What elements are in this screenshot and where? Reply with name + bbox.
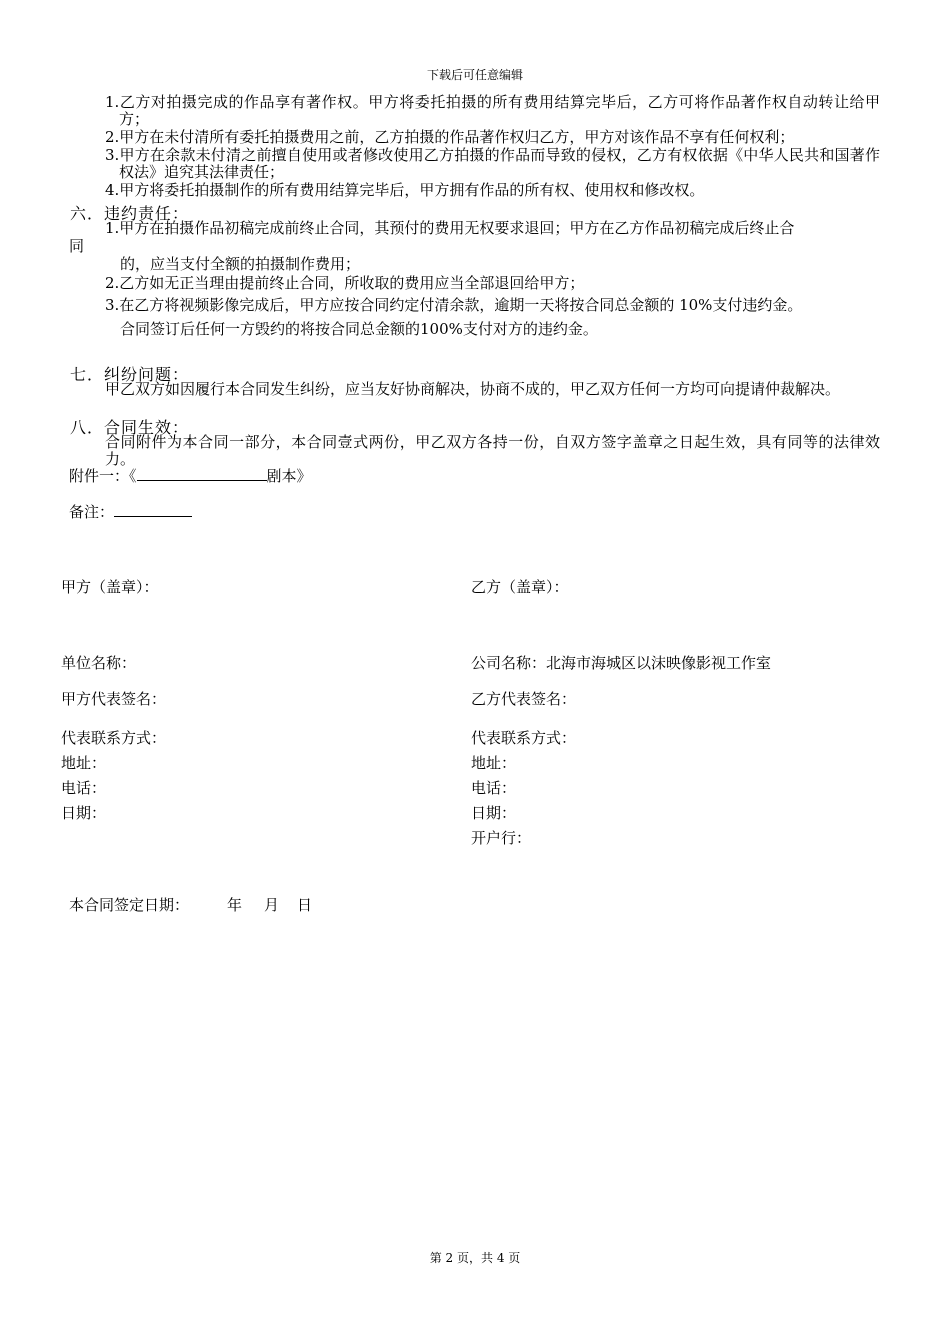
copyright-item-3-text: 3.甲方在余款未付清之前擅自使用或者修改使用乙方拍摄的作品而导致的侵权，乙方有权依据《中华人民共和国著作权法》追究其法律责任； bbox=[105, 146, 880, 181]
attachment-line bbox=[69, 467, 312, 485]
party-b-company-name: 公司名称：北海市海城区以沫映像影视工作室 bbox=[471, 654, 772, 672]
party-a-contact: 代表联系方式： bbox=[61, 729, 167, 747]
breach-item-2: 2.乙方如无正当理由提前终止合同，所收取的费用应当全部退回给甲方； bbox=[105, 274, 585, 292]
attachment-blank bbox=[137, 467, 267, 481]
sign-date-label: 本合同签定日期： bbox=[69, 896, 190, 914]
section-8-heading: 八．合同生效： bbox=[70, 418, 190, 437]
party-b-seal: 乙方（盖章）： bbox=[471, 578, 569, 596]
effect-text: 合同附件为本合同一部分，本合同壹式两份，甲乙双方各持一份，自双方签字盖章之日起生效，具有同等的法律效力。 bbox=[105, 433, 880, 468]
breach-item-1-line2: 同 bbox=[69, 237, 85, 255]
section-6-heading: 六．违约责任： bbox=[70, 204, 190, 223]
section-7-heading: 七．纠纷问题： bbox=[70, 365, 190, 384]
page-footer: 第 2 页，共 4 页 bbox=[429, 1251, 521, 1265]
sign-date-day: 日 bbox=[297, 896, 313, 914]
party-b-rep-sign: 乙方代表签名： bbox=[471, 690, 577, 708]
party-b-address: 地址： bbox=[471, 754, 517, 772]
breach-item-1-line1: 1.甲方在拍摄作品初稿完成前终止合同，其预付的费用无权要求退回；甲方在乙方作品初稿完成后终止合 bbox=[105, 219, 795, 237]
copyright-item-2: 2.甲方在未付清所有委托拍摄费用之前，乙方拍摄的作品著作权归乙方，甲方对该作品不享有任何权利； bbox=[105, 128, 795, 146]
party-b-date: 日期： bbox=[471, 804, 517, 822]
remark-label: 备注： bbox=[69, 503, 115, 521]
party-b-contact: 代表联系方式： bbox=[471, 729, 577, 747]
remark-line bbox=[69, 503, 192, 521]
copyright-item-4: 4.甲方将委托拍摄制作的所有费用结算完毕后，甲方拥有作品的所有权、使用权和修改权。 bbox=[105, 181, 705, 199]
copyright-item-1 bbox=[105, 94, 880, 128]
copyright-item-1-text: 1.乙方对拍摄完成的作品享有著作权。甲方将委托拍摄的所有费用结算完毕后，乙方可将作品著作权自动转让给甲方； bbox=[105, 93, 880, 128]
party-b-phone: 电话： bbox=[471, 779, 517, 797]
header-note: 下载后可任意编辑 bbox=[426, 68, 523, 82]
party-a-date: 日期： bbox=[61, 804, 107, 822]
sign-date-month: 月 bbox=[264, 896, 280, 914]
party-a-address: 地址： bbox=[61, 754, 107, 772]
party-a-unit-name: 单位名称： bbox=[61, 654, 137, 672]
party-a-phone: 电话： bbox=[61, 779, 107, 797]
breach-item-4: 合同签订后任何一方毁约的将按合同总金额的100%支付对方的违约金。 bbox=[120, 320, 598, 338]
party-a-rep-sign: 甲方代表签名： bbox=[61, 690, 167, 708]
breach-item-3: 3.在乙方将视频影像完成后，甲方应按合同约定付清余款，逾期一天将按合同总金额的 10%支付违约金。 bbox=[105, 296, 803, 314]
copyright-item-3 bbox=[105, 147, 880, 181]
remark-blank bbox=[114, 503, 192, 517]
party-b-bank: 开户行： bbox=[471, 829, 532, 847]
attachment-prefix: 附件一：《 bbox=[69, 467, 137, 485]
sign-date-line bbox=[69, 894, 312, 915]
sign-date-year: 年 bbox=[227, 896, 243, 914]
party-a-seal: 甲方（盖章）： bbox=[61, 578, 159, 596]
attachment-suffix: 剧本》 bbox=[266, 467, 312, 485]
breach-item-1-line3: 的，应当支付全额的拍摄制作费用； bbox=[120, 255, 361, 273]
dispute-text: 甲乙双方如因履行本合同发生纠纷，应当友好协商解决，协商不成的，甲乙双方任何一方均可向提请仲裁解决。 bbox=[105, 380, 841, 398]
